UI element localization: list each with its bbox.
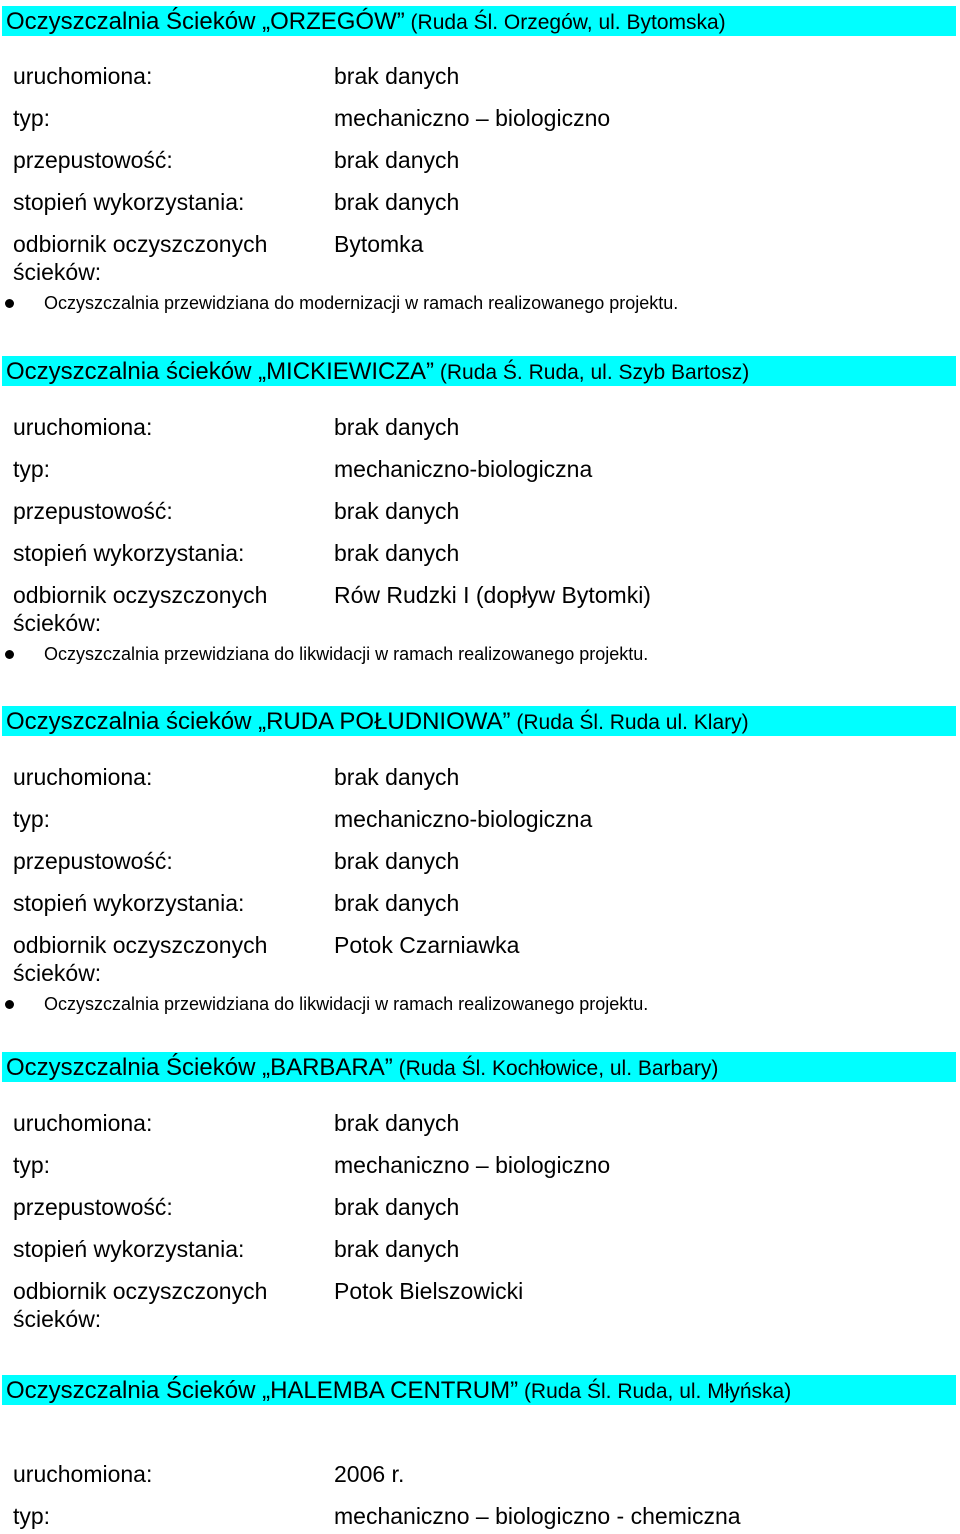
row-started [0,763,960,795]
plant-note [0,641,960,667]
row-type [0,455,960,487]
label-capacity: przepustowość: [13,147,173,173]
value-type: mechaniczno-biologiczna [334,806,593,832]
plant-heading [2,356,956,386]
value-capacity: brak danych [334,498,460,524]
label-type: typ: [13,1152,51,1178]
value-utilization: brak danych [334,189,460,215]
label-started: uruchomiona: [13,63,153,89]
plant-location: (Ruda Śl. Kochłowice, ul. Barbary) [392,1057,719,1080]
label-receiver-line1: odbiornik oczyszczonych [13,582,268,608]
value-receiver: Potok Bielszowicki [334,1278,524,1304]
value-started: 2006 r. [334,1461,405,1487]
value-utilization: brak danych [334,540,460,566]
row-type [0,805,960,837]
row-type [0,1151,960,1183]
value-utilization: brak danych [334,1236,460,1262]
label-type: typ: [13,456,51,482]
row-receiver-cont [0,959,960,991]
value-receiver: Rów Rudzki I (dopływ Bytomki) [334,582,651,608]
row-utilization [0,889,960,921]
label-started: uruchomiona: [13,414,153,440]
row-started [0,62,960,94]
label-capacity: przepustowość: [13,1194,173,1220]
label-receiver-line2: ścieków: [13,1306,102,1332]
label-capacity: przepustowość: [13,498,173,524]
plant-name: Oczyszczalnia Ścieków „HALEMBA CENTRUM” [6,1377,519,1404]
note-text: Oczyszczalnia przewidziana do modernizacji w ramach realizowanego projektu. [44,293,679,313]
plant-note [0,991,960,1017]
row-utilization [0,539,960,571]
plant-heading [2,6,956,36]
label-receiver-line1: odbiornik oczyszczonych [13,932,268,958]
label-started: uruchomiona: [13,1110,153,1136]
value-type: mechaniczno – biologiczno [334,105,611,131]
value-capacity: brak danych [334,848,460,874]
plant-location: (Ruda Śl. Ruda, ul. Młyńska) [518,1380,792,1403]
value-type: mechaniczno-biologiczna [334,456,593,482]
label-capacity: przepustowość: [13,848,173,874]
plant-heading [2,1375,956,1405]
label-receiver-line2: ścieków: [13,960,102,986]
row-receiver-cont [0,1305,960,1337]
plant-name: Oczyszczalnia Ścieków „BARBARA” [6,1054,393,1081]
value-type: mechaniczno – biologiczno - chemiczna [334,1503,741,1529]
label-receiver-line2: ścieków: [13,259,102,285]
row-receiver-cont [0,258,960,290]
label-receiver-line2: ścieków: [13,610,102,636]
label-utilization: stopień wykorzystania: [13,189,245,215]
row-started [0,1109,960,1141]
value-receiver: Bytomka [334,231,424,257]
label-type: typ: [13,806,51,832]
row-capacity [0,146,960,178]
row-capacity [0,1193,960,1225]
label-utilization: stopień wykorzystania: [13,540,245,566]
value-started: brak danych [334,764,460,790]
value-started: brak danych [334,63,460,89]
value-type: mechaniczno – biologiczno [334,1152,611,1178]
plant-location: (Ruda Śl. Orzegów, ul. Bytomska) [404,11,726,34]
plant-location: (Ruda Ś. Ruda, ul. Szyb Bartosz) [434,361,750,384]
value-capacity: brak danych [334,147,460,173]
row-utilization [0,188,960,220]
label-started: uruchomiona: [13,764,153,790]
value-utilization: brak danych [334,890,460,916]
note-text: Oczyszczalnia przewidziana do likwidacji w ramach realizowanego projektu. [44,644,649,664]
bullet-icon [5,650,14,659]
row-type [0,1502,960,1534]
bullet-icon [5,1000,14,1009]
row-capacity [0,847,960,879]
plant-heading [2,1052,956,1082]
row-started [0,1460,960,1492]
label-utilization: stopień wykorzystania: [13,890,245,916]
label-type: typ: [13,105,51,131]
row-type [0,104,960,136]
value-started: brak danych [334,1110,460,1136]
label-type: typ: [13,1503,51,1529]
value-started: brak danych [334,414,460,440]
plant-name: Oczyszczalnia ścieków „MICKIEWICZA” [6,358,435,385]
row-capacity [0,497,960,529]
label-utilization: stopień wykorzystania: [13,1236,245,1262]
plant-name: Oczyszczalnia ścieków „RUDA POŁUDNIOWA” [6,708,511,735]
note-text: Oczyszczalnia przewidziana do likwidacji w ramach realizowanego projektu. [44,994,649,1014]
bullet-icon [5,299,14,308]
row-started [0,413,960,445]
plant-name: Oczyszczalnia Ścieków „ORZEGÓW” [6,8,405,35]
plant-location: (Ruda Śl. Ruda ul. Klary) [510,711,749,734]
row-receiver-cont [0,609,960,641]
row-utilization [0,1235,960,1267]
value-capacity: brak danych [334,1194,460,1220]
label-receiver-line1: odbiornik oczyszczonych [13,231,268,257]
plant-heading [2,706,956,736]
plant-note [0,290,960,316]
label-started: uruchomiona: [13,1461,153,1487]
value-receiver: Potok Czarniawka [334,932,520,958]
label-receiver-line1: odbiornik oczyszczonych [13,1278,268,1304]
